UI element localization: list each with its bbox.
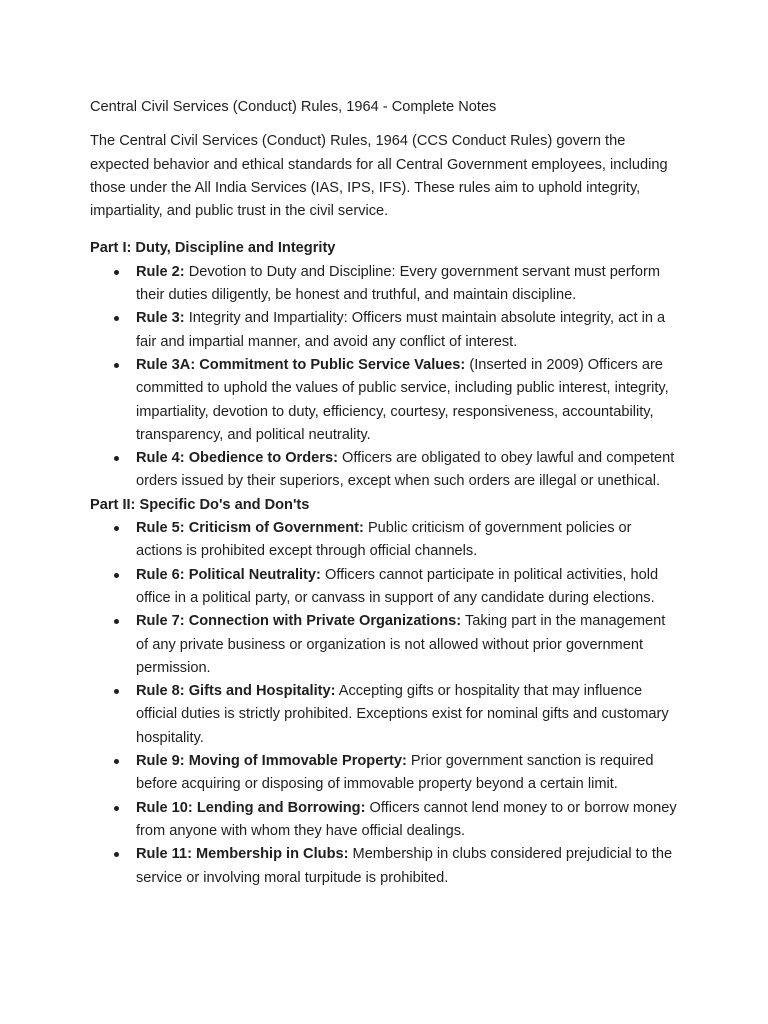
- list-item: [136, 797, 680, 844]
- rule-text: (Inserted in 2009) Officers are committed to uphold the values of public service, including public interest, integrity, impartiality, devotion to duty, efficiency, courtesy, responsiveness, accountability, transparency, and political neutrality.: [136, 356, 669, 443]
- rule-text: Integrity and Impartiality: Officers must maintain absolute integrity, act in a fair and impartial manner, and avoid any conflict of interest.: [136, 310, 666, 350]
- intro-paragraph: The Central Civil Services (Conduct) Rules, 1964 (CCS Conduct Rules) govern the expected behavior and ethical standards for all Central Government employees, including those under the All India Services (IAS, IPS, IFS). These rules aim to uphold integrity, impartiality, and public trust in the civil service.: [90, 133, 668, 220]
- list-item: [136, 354, 680, 447]
- document-title: Central Civil Services (Conduct) Rules, 1964 - Complete Notes: [90, 99, 497, 115]
- rule-label: Rule 7: Connection with Private Organizations:: [136, 613, 462, 630]
- list-item: [136, 843, 680, 890]
- rule-text: Accepting gifts or hospitality that may influence official duties is strictly prohibited. Exceptions exist for nominal gifts and customary hospitality.: [136, 683, 669, 746]
- rule-text: Officers are obligated to obey lawful and competent orders issued by their superiors, except when such orders are illegal or unethical.: [136, 450, 675, 490]
- rules-list-part-1: [90, 261, 680, 494]
- rule-label: Rule 2:: [136, 263, 185, 280]
- list-item: [136, 680, 680, 750]
- rule-label: Rule 3A: Commitment to Public Service Values:: [136, 356, 466, 373]
- rule-label: Rule 5: Criticism of Government:: [136, 520, 364, 537]
- rule-label: Rule 11: Membership in Clubs:: [136, 846, 349, 863]
- rule-text: Taking part in the management of any private business or organization is not allowed without prior government permission.: [136, 613, 666, 676]
- rule-label: Rule 6: Political Neutrality:: [136, 566, 321, 583]
- rule-text: Officers cannot participate in political activities, hold office in a political party, or canvass in support of any candidate during elections.: [136, 566, 659, 606]
- rule-label: Rule 4: Obedience to Orders:: [136, 450, 338, 467]
- rule-text: Public criticism of government policies or actions is prohibited except through official channels.: [136, 520, 632, 560]
- section-heading-part-2: Part II: Specific Do's and Don'ts: [90, 496, 310, 513]
- rule-label: Rule 10: Lending and Borrowing:: [136, 799, 366, 816]
- list-item: [136, 564, 680, 611]
- rule-text: Membership in clubs considered prejudicial to the service or involving moral turpitude is prohibited.: [136, 846, 673, 886]
- rule-text: Devotion to Duty and Discipline: Every government servant must perform their duties diligently, be honest and truthful, and maintain discipline.: [136, 263, 660, 304]
- rule-label: Rule 8: Gifts and Hospitality:: [136, 683, 336, 700]
- rule-label: Rule 3:: [136, 310, 185, 327]
- list-item: [136, 750, 680, 797]
- rules-list-part-2: [90, 517, 680, 890]
- rule-text: Officers cannot lend money to or borrow money from anyone with whom they have official dealings.: [136, 799, 677, 839]
- list-item: [136, 517, 680, 564]
- list-item: [136, 307, 680, 354]
- section-heading-part-1: Part I: Duty, Discipline and Integrity: [90, 240, 336, 257]
- rule-text: Prior government sanction is required before acquiring or disposing of immovable property beyond a certain limit.: [136, 753, 654, 793]
- list-item: [136, 261, 680, 308]
- list-item: [136, 610, 680, 680]
- list-item: [136, 447, 680, 494]
- rule-label: Rule 9: Moving of Immovable Property:: [136, 753, 407, 770]
